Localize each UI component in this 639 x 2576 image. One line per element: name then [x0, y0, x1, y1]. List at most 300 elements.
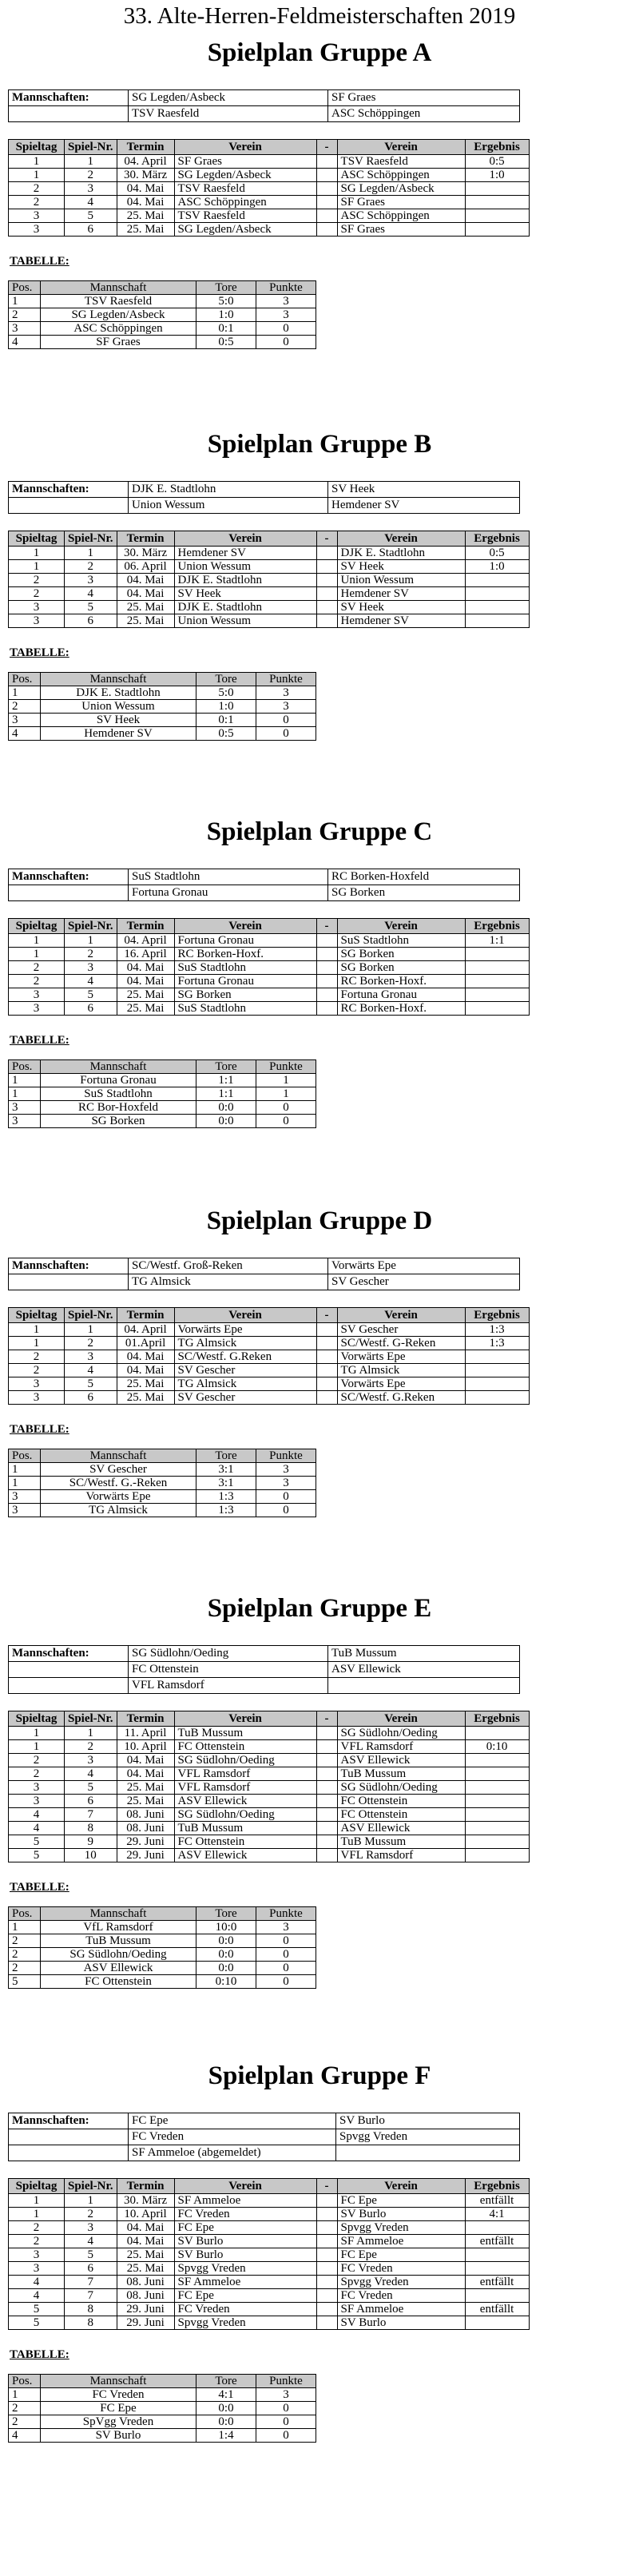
- standings-label: TABELLE:: [10, 1881, 69, 1894]
- teams-row: [9, 885, 520, 901]
- match-cell: RC Borken-Hoxf.: [337, 975, 465, 988]
- schedule-header-cell: -: [316, 1711, 337, 1727]
- schedule-header-cell: Verein: [337, 140, 465, 155]
- standings-header-row: [9, 1060, 316, 1074]
- standings-header-cell: Mannschaft: [41, 1907, 196, 1921]
- teams-row: [9, 2113, 520, 2129]
- match-row: [9, 961, 530, 975]
- match-cell: entfällt: [465, 2276, 529, 2289]
- standings-cell: 1:0: [196, 308, 256, 322]
- standings-cell: 0: [256, 727, 316, 741]
- match-cell: 25. Mai: [117, 614, 174, 628]
- match-cell: 5: [9, 1835, 65, 1849]
- match-cell: VFL Ramsdorf: [337, 1740, 465, 1754]
- match-cell: [316, 1364, 337, 1377]
- match-cell: FC Vreden: [337, 2289, 465, 2303]
- match-row: [9, 223, 530, 237]
- match-cell: 4: [9, 2276, 65, 2289]
- schedule-header-row: [9, 1308, 530, 1323]
- standings-header-row: [9, 1907, 316, 1921]
- match-cell: [465, 1795, 529, 1808]
- standings-header-cell: Pos.: [9, 673, 41, 686]
- standings-cell: 3: [9, 1490, 41, 1504]
- match-cell: 04. Mai: [117, 587, 174, 601]
- schedule-header-cell: Spiel-Nr.: [65, 2179, 117, 2194]
- teams-label: Mannschaften:: [9, 2113, 129, 2129]
- match-cell: FC Epe: [174, 2221, 316, 2235]
- match-cell: Spvgg Vreden: [337, 2221, 465, 2235]
- team-name: TuB Mussum: [328, 1646, 520, 1662]
- standings-row: [9, 2429, 316, 2443]
- standings-table: [8, 280, 316, 349]
- match-cell: SG Borken: [174, 988, 316, 1002]
- match-row: [9, 988, 530, 1002]
- match-cell: [316, 614, 337, 628]
- standings-row: [9, 336, 316, 349]
- match-cell: 01.April: [117, 1337, 174, 1350]
- standings-cell: SG Legden/Asbeck: [41, 308, 196, 322]
- match-cell: 1: [65, 934, 117, 948]
- standings-cell: 3: [256, 1463, 316, 1477]
- match-cell: SG Südlohn/Oeding: [337, 1781, 465, 1795]
- standings-header-cell: Pos.: [9, 281, 41, 295]
- teams-table: [8, 869, 520, 901]
- standings-cell: 0: [256, 714, 316, 727]
- standings-header-cell: Mannschaft: [41, 1060, 196, 1074]
- team-name: SV Heek: [328, 482, 520, 498]
- standings-row: [9, 1087, 316, 1101]
- match-cell: 3: [9, 1795, 65, 1808]
- standings-row: [9, 1975, 316, 1989]
- schedule-header-row: [9, 2179, 530, 2194]
- match-cell: 29. Juni: [117, 1835, 174, 1849]
- match-cell: 4: [65, 1364, 117, 1377]
- schedule-header-cell: Spiel-Nr.: [65, 919, 117, 934]
- match-cell: [465, 1822, 529, 1835]
- match-cell: 1: [9, 155, 65, 169]
- standings-cell: 0: [256, 1948, 316, 1962]
- match-row: [9, 587, 530, 601]
- standings-cell: 0: [256, 1504, 316, 1517]
- match-cell: 3: [9, 601, 65, 614]
- match-cell: 1: [9, 1323, 65, 1337]
- match-cell: 2: [9, 2221, 65, 2235]
- match-cell: [316, 2262, 337, 2276]
- match-cell: 25. Mai: [117, 209, 174, 223]
- standings-header-row: [9, 281, 316, 295]
- teams-row: [9, 1274, 520, 1290]
- match-cell: DJK E. Stadtlohn: [174, 601, 316, 614]
- match-cell: [465, 574, 529, 587]
- teams-table: [8, 1645, 520, 1694]
- schedule-header-cell: Termin: [117, 919, 174, 934]
- standings-header-row: [9, 673, 316, 686]
- match-cell: SV Burlo: [337, 2316, 465, 2330]
- match-cell: 3: [9, 209, 65, 223]
- standings-cell: 4:1: [196, 2388, 256, 2402]
- match-cell: 1: [9, 1727, 65, 1740]
- match-cell: SuS Stadtlohn: [174, 961, 316, 975]
- standings-cell: 3: [9, 1101, 41, 1115]
- match-cell: [316, 209, 337, 223]
- schedule-header-cell: Ergebnis: [465, 2179, 529, 2194]
- schedule-table: [8, 2178, 530, 2330]
- match-row: [9, 2194, 530, 2208]
- match-cell: 10: [65, 1849, 117, 1862]
- match-cell: 1: [9, 948, 65, 961]
- match-cell: 7: [65, 1808, 117, 1822]
- match-cell: 3: [65, 1754, 117, 1767]
- match-cell: SG Legden/Asbeck: [337, 182, 465, 196]
- standings-cell: 0: [256, 1115, 316, 1128]
- team-name: SG Borken: [328, 885, 520, 901]
- match-cell: RC Borken-Hoxf.: [337, 1002, 465, 1016]
- schedule-header-cell: Ergebnis: [465, 1711, 529, 1727]
- standings-cell: 2: [9, 2415, 41, 2429]
- standings-cell: 0: [256, 1101, 316, 1115]
- standings-header-cell: Tore: [196, 281, 256, 295]
- teams-row: [9, 1662, 520, 1678]
- match-cell: 9: [65, 1835, 117, 1849]
- match-cell: SV Burlo: [174, 2235, 316, 2248]
- match-cell: [316, 1795, 337, 1808]
- standings-row: [9, 1115, 316, 1128]
- team-name: Vorwärts Epe: [328, 1258, 520, 1274]
- standings-cell: DJK E. Stadtlohn: [41, 686, 196, 700]
- match-cell: SF Ammeloe: [337, 2303, 465, 2316]
- standings-cell: 3: [256, 308, 316, 322]
- standings-cell: 2: [9, 1948, 41, 1962]
- match-cell: 4: [65, 2235, 117, 2248]
- standings-cell: FC Vreden: [41, 2388, 196, 2402]
- standings-label: TABELLE:: [10, 1034, 69, 1047]
- match-cell: 2: [65, 169, 117, 182]
- match-cell: 1: [9, 934, 65, 948]
- match-cell: 04. Mai: [117, 1767, 174, 1781]
- match-cell: FC Epe: [337, 2248, 465, 2262]
- standings-cell: TG Almsick: [41, 1504, 196, 1517]
- standings-row: [9, 727, 316, 741]
- standings-cell: 4: [9, 2429, 41, 2443]
- standings-cell: 2: [9, 1962, 41, 1975]
- match-cell: 08. Juni: [117, 1808, 174, 1822]
- schedule-table: [8, 918, 530, 1016]
- standings-row: [9, 1490, 316, 1504]
- match-cell: 7: [65, 2276, 117, 2289]
- standings-cell: 1:1: [196, 1074, 256, 1087]
- match-row: [9, 2276, 530, 2289]
- match-cell: VFL Ramsdorf: [174, 1781, 316, 1795]
- match-cell: [316, 1767, 337, 1781]
- match-cell: 2: [65, 948, 117, 961]
- match-cell: SF Graes: [174, 155, 316, 169]
- match-cell: 10. April: [117, 1740, 174, 1754]
- match-cell: 04. April: [117, 934, 174, 948]
- match-cell: 1:0: [465, 169, 529, 182]
- match-cell: SG Südlohn/Oeding: [174, 1808, 316, 1822]
- schedule-header-cell: -: [316, 140, 337, 155]
- match-cell: 04. Mai: [117, 182, 174, 196]
- match-cell: 2: [9, 1754, 65, 1767]
- match-cell: SV Heek: [337, 601, 465, 614]
- match-cell: 6: [65, 223, 117, 237]
- match-cell: 1: [65, 547, 117, 560]
- standings-cell: 0:5: [196, 336, 256, 349]
- match-row: [9, 1727, 530, 1740]
- match-cell: 04. April: [117, 1323, 174, 1337]
- match-cell: SV Heek: [337, 560, 465, 574]
- match-cell: 1: [65, 155, 117, 169]
- teams-label: [9, 885, 129, 901]
- standings-cell: 0: [256, 2429, 316, 2443]
- standings-cell: 1:3: [196, 1504, 256, 1517]
- match-cell: 30. März: [117, 2194, 174, 2208]
- match-cell: 2: [65, 2208, 117, 2221]
- match-cell: [316, 1740, 337, 1754]
- match-cell: 25. Mai: [117, 1781, 174, 1795]
- match-row: [9, 1781, 530, 1795]
- match-cell: 3: [9, 2262, 65, 2276]
- standings-cell: VfL Ramsdorf: [41, 1921, 196, 1934]
- match-cell: 4: [9, 1822, 65, 1835]
- match-row: [9, 1002, 530, 1016]
- match-cell: 2: [9, 196, 65, 209]
- team-name: Hemdener SV: [328, 498, 520, 514]
- teams-table: [8, 2113, 520, 2161]
- match-cell: SuS Stadtlohn: [337, 934, 465, 948]
- match-cell: Spvgg Vreden: [337, 2276, 465, 2289]
- standings-row: [9, 1477, 316, 1490]
- match-cell: SV Heek: [174, 587, 316, 601]
- teams-label: Mannschaften:: [9, 1646, 129, 1662]
- standings-header-cell: Pos.: [9, 1907, 41, 1921]
- match-cell: 2: [9, 182, 65, 196]
- match-cell: ASC Schöppingen: [174, 196, 316, 209]
- match-cell: SC/Westf. G-Reken: [337, 1337, 465, 1350]
- standings-cell: 2: [9, 700, 41, 714]
- standings-table: [8, 1449, 316, 1517]
- match-row: [9, 948, 530, 961]
- match-cell: [316, 2303, 337, 2316]
- match-cell: 5: [65, 2248, 117, 2262]
- schedule-header-row: [9, 531, 530, 547]
- match-cell: [316, 223, 337, 237]
- schedule-header-cell: Spiel-Nr.: [65, 140, 117, 155]
- teams-label: Mannschaften:: [9, 482, 129, 498]
- match-cell: 1: [9, 547, 65, 560]
- match-cell: FC Epe: [174, 2289, 316, 2303]
- team-name: SV Gescher: [328, 1274, 520, 1290]
- match-cell: SG Borken: [337, 961, 465, 975]
- match-cell: [316, 601, 337, 614]
- standings-table: [8, 1059, 316, 1128]
- schedule-header-cell: Termin: [117, 140, 174, 155]
- standings-row: [9, 1921, 316, 1934]
- standings-row: [9, 2388, 316, 2402]
- teams-label: Mannschaften:: [9, 90, 129, 106]
- standings-cell: TSV Raesfeld: [41, 295, 196, 308]
- match-cell: Fortuna Gronau: [174, 975, 316, 988]
- standings-cell: 1: [9, 1477, 41, 1490]
- standings-cell: TuB Mussum: [41, 1934, 196, 1948]
- standings-cell: 1: [9, 1921, 41, 1934]
- schedule-header-cell: Spieltag: [9, 1711, 65, 1727]
- team-name: [336, 2145, 520, 2161]
- match-cell: 1: [9, 2194, 65, 2208]
- match-cell: [316, 2248, 337, 2262]
- group-title: Spielplan Gruppe F: [208, 2061, 431, 2090]
- match-row: [9, 182, 530, 196]
- match-cell: 4:1: [465, 2208, 529, 2221]
- match-cell: SF Ammeloe: [337, 2235, 465, 2248]
- match-cell: SC/Westf. G.Reken: [337, 1391, 465, 1405]
- match-row: [9, 614, 530, 628]
- standings-cell: 0:5: [196, 727, 256, 741]
- match-cell: [316, 1808, 337, 1822]
- match-cell: SF Graes: [337, 196, 465, 209]
- match-cell: 4: [65, 975, 117, 988]
- match-cell: 04. Mai: [117, 975, 174, 988]
- match-cell: [465, 1835, 529, 1849]
- match-cell: Hemdener SV: [174, 547, 316, 560]
- match-cell: 25. Mai: [117, 1391, 174, 1405]
- standings-cell: 0:0: [196, 1115, 256, 1128]
- match-cell: SV Gescher: [337, 1323, 465, 1337]
- standings-header-cell: Tore: [196, 2375, 256, 2388]
- standings-cell: 3: [9, 714, 41, 727]
- match-cell: 3: [9, 1377, 65, 1391]
- teams-row: [9, 1258, 520, 1274]
- standings-cell: 0: [256, 1490, 316, 1504]
- teams-label: [9, 106, 129, 122]
- standings-header-cell: Pos.: [9, 1449, 41, 1463]
- match-cell: 06. April: [117, 560, 174, 574]
- match-cell: SG Borken: [337, 948, 465, 961]
- schedule-table: [8, 531, 530, 628]
- match-cell: Fortuna Gronau: [174, 934, 316, 948]
- teams-label: Mannschaften:: [9, 1258, 129, 1274]
- match-cell: SF Ammeloe: [174, 2276, 316, 2289]
- match-cell: Union Wessum: [337, 574, 465, 587]
- match-cell: 2: [9, 1767, 65, 1781]
- match-cell: SV Burlo: [174, 2248, 316, 2262]
- standings-cell: 3:1: [196, 1477, 256, 1490]
- standings-cell: 3: [9, 1504, 41, 1517]
- match-cell: 6: [65, 1002, 117, 1016]
- standings-cell: 0: [256, 336, 316, 349]
- match-cell: [316, 547, 337, 560]
- match-cell: TuB Mussum: [337, 1835, 465, 1849]
- match-cell: Hemdener SV: [337, 587, 465, 601]
- match-cell: 5: [9, 2316, 65, 2330]
- match-cell: 04. Mai: [117, 1364, 174, 1377]
- match-cell: [316, 975, 337, 988]
- schedule-header-cell: Verein: [174, 531, 316, 547]
- match-cell: [465, 614, 529, 628]
- match-cell: [316, 1391, 337, 1405]
- schedule-header-cell: Spieltag: [9, 531, 65, 547]
- schedule-header-cell: Spiel-Nr.: [65, 1711, 117, 1727]
- match-cell: [316, 560, 337, 574]
- standings-cell: 4: [9, 336, 41, 349]
- match-cell: 3: [9, 2248, 65, 2262]
- match-cell: Union Wessum: [174, 614, 316, 628]
- match-row: [9, 1350, 530, 1364]
- schedule-header-cell: -: [316, 919, 337, 934]
- standings-cell: 0:0: [196, 1962, 256, 1975]
- match-cell: [465, 1350, 529, 1364]
- standings-cell: 0: [256, 2415, 316, 2429]
- standings-header-cell: Punkte: [256, 2375, 316, 2388]
- standings-cell: 0: [256, 322, 316, 336]
- match-row: [9, 2221, 530, 2235]
- standings-header-cell: Tore: [196, 1907, 256, 1921]
- standings-header-cell: Mannschaft: [41, 281, 196, 295]
- standings-row: [9, 700, 316, 714]
- schedule-header-cell: Ergebnis: [465, 919, 529, 934]
- match-cell: RC Borken-Hoxf.: [174, 948, 316, 961]
- match-cell: 04. Mai: [117, 1350, 174, 1364]
- standings-header-cell: Pos.: [9, 1060, 41, 1074]
- match-cell: DJK E. Stadtlohn: [337, 547, 465, 560]
- schedule-header-row: [9, 919, 530, 934]
- match-row: [9, 1835, 530, 1849]
- match-cell: [465, 1781, 529, 1795]
- match-cell: 2: [9, 574, 65, 587]
- standings-table: [8, 2374, 316, 2443]
- match-cell: 3: [9, 614, 65, 628]
- match-cell: 25. Mai: [117, 1002, 174, 1016]
- teams-label: [9, 1274, 129, 1290]
- teams-row: [9, 498, 520, 514]
- standings-cell: 1: [9, 686, 41, 700]
- match-row: [9, 1391, 530, 1405]
- match-cell: TSV Raesfeld: [337, 155, 465, 169]
- match-row: [9, 560, 530, 574]
- match-row: [9, 1795, 530, 1808]
- schedule-table: [8, 139, 530, 237]
- schedule-header-cell: Ergebnis: [465, 531, 529, 547]
- match-row: [9, 1323, 530, 1337]
- teams-table: [8, 481, 520, 514]
- standings-cell: SC/Westf. G.-Reken: [41, 1477, 196, 1490]
- match-cell: TuB Mussum: [337, 1767, 465, 1781]
- teams-label: [9, 498, 129, 514]
- standings-cell: 0: [256, 1934, 316, 1948]
- schedule-header-cell: Verein: [337, 2179, 465, 2194]
- match-cell: FC Ottenstein: [337, 1795, 465, 1808]
- schedule-header-cell: Spieltag: [9, 2179, 65, 2194]
- standings-cell: 3: [256, 1921, 316, 1934]
- schedule-header-cell: Spieltag: [9, 919, 65, 934]
- standings-cell: 3: [256, 1477, 316, 1490]
- match-cell: [316, 182, 337, 196]
- teams-label: Mannschaften:: [9, 869, 129, 885]
- match-cell: 04. Mai: [117, 2221, 174, 2235]
- team-name: FC Epe: [129, 2113, 336, 2129]
- match-cell: 2: [9, 2235, 65, 2248]
- match-row: [9, 1364, 530, 1377]
- schedule-header-cell: Verein: [337, 919, 465, 934]
- standings-cell: 0:0: [196, 1101, 256, 1115]
- match-cell: 25. Mai: [117, 1377, 174, 1391]
- standings-cell: SuS Stadtlohn: [41, 1087, 196, 1101]
- match-cell: Hemdener SV: [337, 614, 465, 628]
- match-cell: 3: [9, 1781, 65, 1795]
- match-cell: [316, 155, 337, 169]
- schedule-header-cell: Termin: [117, 2179, 174, 2194]
- match-cell: [316, 2289, 337, 2303]
